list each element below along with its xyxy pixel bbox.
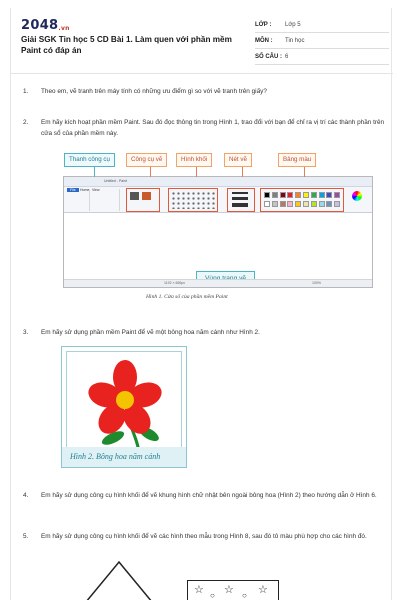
paint-status-bar: [64, 279, 372, 287]
color-swatch[interactable]: [272, 192, 278, 198]
color-swatch[interactable]: [272, 201, 278, 207]
color-swatch[interactable]: [319, 201, 325, 207]
circle-icon: ○: [242, 591, 247, 600]
question-1: [23, 87, 386, 98]
color-swatch[interactable]: [319, 192, 325, 198]
figure-1-caption: Hình 1. Cửa sổ của phần mềm Paint: [146, 294, 228, 300]
question-5: [23, 532, 386, 543]
color-swatch[interactable]: [280, 201, 286, 207]
question-number: 3.: [23, 329, 29, 336]
color-swatch[interactable]: [326, 201, 332, 207]
color-swatch[interactable]: [334, 192, 340, 198]
paint-canvas[interactable]: [64, 213, 372, 280]
shapes-gallery[interactable]: [171, 191, 215, 209]
meta-row-grade: [255, 17, 389, 33]
question-4: [23, 491, 386, 502]
clipboard-group: [68, 189, 90, 211]
callout-palette: Bảng màu: [278, 153, 316, 167]
brush-icon[interactable]: [142, 192, 151, 200]
star-icon: ☆: [258, 584, 268, 596]
callout-toolbar: Thanh công cụ: [64, 153, 115, 167]
circle-icon: ○: [210, 591, 215, 600]
meta-key: SỐ CÂU :: [255, 53, 282, 60]
document-header: [11, 8, 393, 68]
flower-center: [116, 391, 134, 409]
line-size-icon[interactable]: [232, 197, 248, 200]
figure-2-caption: Hình 2. Bông hoa năm cánh: [62, 447, 186, 467]
line-size-icon[interactable]: [232, 192, 248, 194]
color-swatch[interactable]: [295, 192, 301, 198]
question-number: 4.: [23, 492, 29, 499]
meta-row-count: [255, 49, 389, 65]
meta-value: Lớp 5: [285, 21, 301, 28]
line-size-icon[interactable]: [232, 203, 248, 207]
color-swatch[interactable]: [264, 201, 270, 207]
meta-table: [255, 17, 389, 65]
callout-brush: Nét vẽ: [224, 153, 252, 167]
site-logo[interactable]: [21, 18, 70, 33]
question-2: [23, 118, 386, 139]
callout-shapes: Hình khối: [176, 153, 212, 167]
color-swatch[interactable]: [295, 201, 301, 207]
color-swatch[interactable]: [264, 192, 270, 198]
status-zoom: 100%: [312, 281, 321, 285]
meta-row-subject: [255, 33, 389, 49]
question-text: Em hãy kích hoạt phần mềm Paint. Sau đó đọc thông tin trong Hình 1, trao đổi với bạn để chỉ ra vị trí các thành phần trên cửa sổ của phần mềm này.: [41, 119, 385, 137]
edit-colors-icon[interactable]: [352, 191, 362, 201]
question-text: Em hãy sử dụng phần mềm Paint để vẽ một bông hoa năm cánh như Hình 2.: [41, 329, 260, 336]
logo-suffix: .vn: [58, 25, 70, 32]
triangle-shape: [79, 560, 159, 600]
star-icon: ☆: [224, 584, 234, 596]
color-swatch[interactable]: [287, 192, 293, 198]
color-swatch[interactable]: [334, 201, 340, 207]
meta-key: MÔN :: [255, 37, 273, 44]
color-swatch[interactable]: [280, 192, 286, 198]
flower-figure: [61, 346, 187, 468]
paint-title-bar: [64, 177, 372, 187]
meta-value: 6: [285, 53, 289, 60]
header-divider: [11, 73, 393, 74]
window-title: Untitled - Paint: [104, 179, 127, 183]
pencil-icon[interactable]: [130, 192, 139, 200]
flower-frame: [66, 351, 182, 455]
color-swatch[interactable]: [303, 192, 309, 198]
paint-window-figure: [63, 156, 373, 288]
question-number: 1.: [23, 88, 29, 95]
ribbon-tab-home[interactable]: Home: [80, 188, 90, 192]
color-swatch[interactable]: [287, 201, 293, 207]
flower-illustration: [67, 352, 183, 456]
image-group: [92, 189, 120, 211]
ribbon-tab-view[interactable]: View: [92, 188, 100, 192]
document-title: Giải SGK Tin học 5 CD Bài 1. Làm quen với phần mềm Paint có đáp án: [21, 35, 232, 55]
star-icon: ☆: [194, 584, 204, 596]
question-number: 5.: [23, 533, 29, 540]
callout-drawing-tools: Công cụ vẽ: [126, 153, 167, 167]
ribbon-tab-file[interactable]: File: [67, 188, 79, 192]
meta-key: LỚP :: [255, 21, 272, 28]
color-swatch[interactable]: [303, 201, 309, 207]
question-text: Theo em, vẽ tranh trên máy tính có những ưu điểm gì so với vẽ tranh trên giấy?: [41, 88, 267, 95]
meta-value: Tin học: [285, 37, 305, 44]
question-3: [23, 328, 386, 339]
logo-text: 2048: [21, 18, 59, 33]
color-swatch[interactable]: [311, 192, 317, 198]
question-text: Em hãy sử dụng công cụ hình khối để vẽ các hình theo mẫu trong Hình 8, sau đó tô màu phù hợp cho các hình đó.: [41, 533, 367, 540]
question-number: 2.: [23, 119, 29, 126]
status-size: 1192 × 669px: [164, 281, 186, 285]
color-swatch[interactable]: [311, 201, 317, 207]
document-sheet: [10, 8, 392, 600]
question-text: Em hãy sử dụng công cụ hình khối để vẽ khung hình chữ nhật bên ngoài bông hoa (Hình 2) theo hướng dẫn ở Hình 6.: [41, 492, 377, 499]
stars-rectangle: [187, 580, 279, 600]
color-swatch[interactable]: [326, 192, 332, 198]
